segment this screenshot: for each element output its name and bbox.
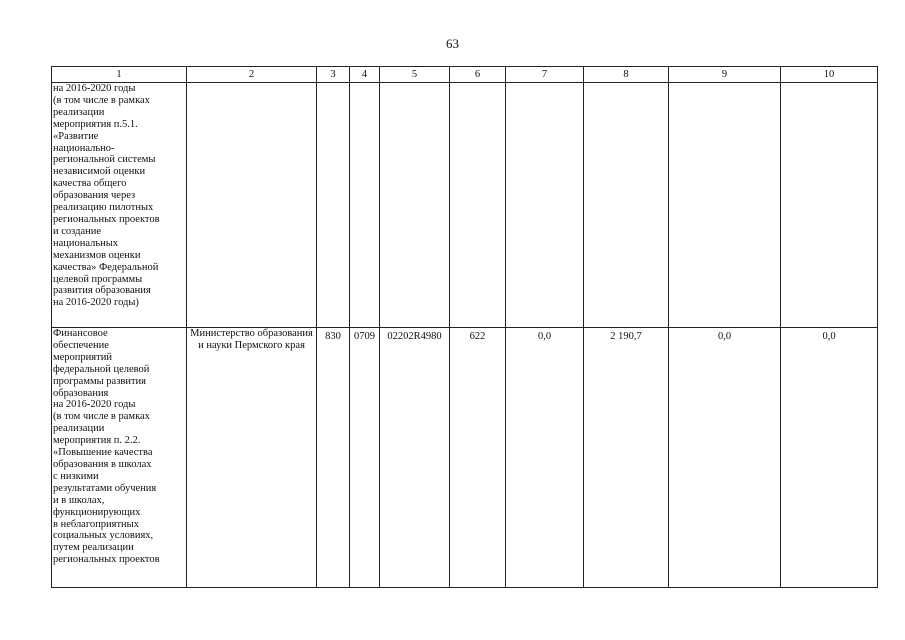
cell-col5 [380,83,450,328]
cell-col7 [506,83,584,328]
column-header-4: 4 [350,67,380,83]
column-header-1: 1 [52,67,187,83]
page-number: 63 [446,36,459,51]
cell-col3: 830 [317,328,350,588]
cell-col6 [450,83,506,328]
cell-col7: 0,0 [506,328,584,588]
column-header-8: 8 [584,67,669,83]
column-header-2: 2 [187,67,317,83]
cell-col9 [669,83,781,328]
cell-col8 [584,83,669,328]
cell-col6: 622 [450,328,506,588]
table-row [52,83,878,328]
cell-description: на 2016-2020 годы (в том числе в рамках реализации мероприятия п.5.1. «Развитие национально- региональной системы независимой оценки качества общего образования через реализацию пилотных региональных проектов и создание национальных механизмов оценки качества» Федеральной целевой программы развития образования на 2016-2020 годы) [52,83,187,328]
column-header-6: 6 [450,67,506,83]
cell-col9: 0,0 [669,328,781,588]
cell-organization [187,83,317,328]
cell-description: Финансовое обеспечение мероприятий федеральной целевой программы развития образования на 2016-2020 годы (в том числе в рамках реализации мероприятия п. 2.2. «Повышение качества образования в школах с низкими результатами обучения и в школах, функционирующих в неблагоприятных социальных условиях, путем реализации региональных проектов [52,328,187,588]
cell-col5: 02202R4980 [380,328,450,588]
budget-table [51,66,878,588]
column-header-10: 10 [781,67,878,83]
table-row [52,328,878,588]
header-row [52,67,878,83]
cell-col10 [781,83,878,328]
column-header-3: 3 [317,67,350,83]
cell-organization: Министерство образования и науки Пермского края [187,328,317,588]
cell-col4: 0709 [350,328,380,588]
cell-col3 [317,83,350,328]
column-header-9: 9 [669,67,781,83]
cell-col10: 0,0 [781,328,878,588]
column-header-5: 5 [380,67,450,83]
cell-col4 [350,83,380,328]
cell-col8: 2 190,7 [584,328,669,588]
column-header-7: 7 [506,67,584,83]
